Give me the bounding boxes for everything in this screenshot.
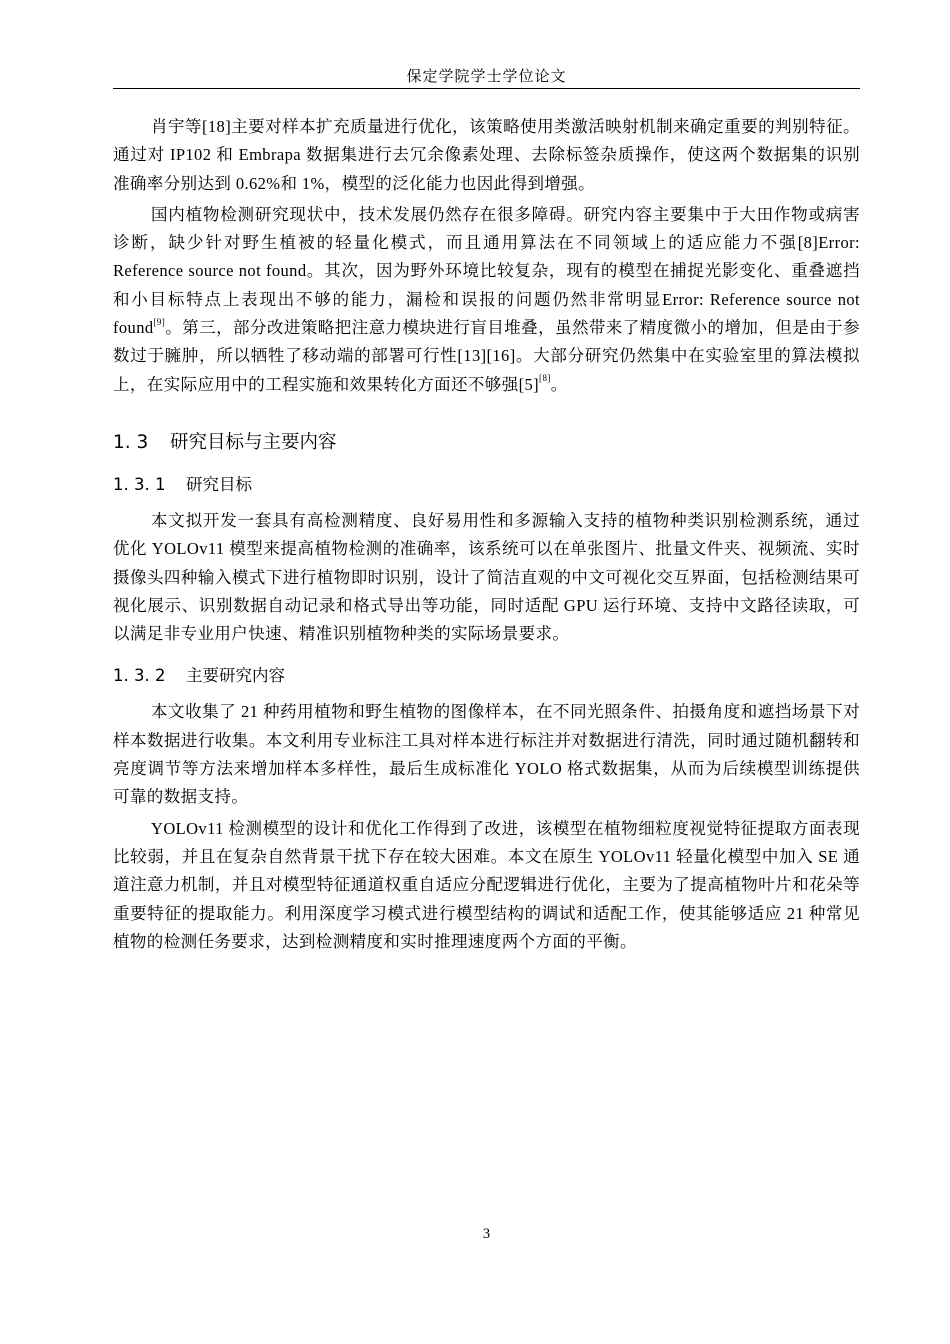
section-heading-1-3 [113, 429, 860, 457]
paragraph-5: YOLOv11 检测模型的设计和优化工作得到了改进，该模型在植物细粒度视觉特征提取方面表现比较弱，并且在复杂自然背景干扰下存在较大困难。本文在原生 YOLOv11 轻量化模型中加入 SE 通道注意力机制，并且对模型特征通道权重自适应分配逻辑进行优化，主要为了提高植物叶片和花朵等重要特征的提取能力。利用深度学习模式进行模型结构的调试和适配工作，使其能够适应 21 种常见植物的检测任务要求，达到检测精度和实时推理速度两个方面的平衡。 [113, 818, 860, 951]
citation-superscript: [9] [153, 316, 166, 327]
section-title: 研究目标与主要内容 [170, 431, 337, 453]
subsection-heading-1-3-1 [113, 471, 860, 499]
citation-superscript: [8] [539, 373, 551, 384]
paragraph-3: 本文拟开发一套具有高检测精度、良好易用性和多源输入支持的植物种类识别检测系统，通过优化 YOLOv11 模型来提高植物检测的准确率，该系统可以在单张图片、批量文件夹、视频流、实时摄像头四种输入模式下进行植物即时识别，设计了简洁直观的中文可视化交互界面，包括检测结果可视化展示、识别数据自动记录和格式导出等功能，同时适配 GPU 运行环境、支持中文路径读取，可以满足非专业用户快速、精准识别植物种类的实际场景要求。 [113, 510, 860, 644]
paragraph-1: 肖宇等[18]主要对样本扩充质量进行优化，该策略使用类激活映射机制来确定重要的判别特征。通过对 IP102 和 Embrapa 数据集进行去冗余像素处理、去除标签杂质操作，使这两个数据集的识别准确率分别达到 0.62%和 1%，模型的泛化能力也因此得到增强。 [113, 117, 860, 193]
running-header: 保定学院学士学位论文 [406, 67, 567, 85]
paragraph-2 [113, 201, 860, 399]
section-number: 1. 3 [113, 431, 149, 453]
page-body [113, 113, 860, 956]
paragraph-2-part-b: 。第三，部分改进策略把注意力模块进行盲目堆叠，虽然带来了精度微小的增加，但是由于参数过于臃肿，所以牺牲了移动端的部署可行性[13][16]。大部分研究仍然集中在实验室里的算法模拟上，在实际应用中的工程实施和效果转化方面还不够强[5] [113, 318, 860, 394]
subsection-number: 1. 3. 2 [113, 666, 166, 686]
subsection-number: 1. 3. 1 [113, 474, 166, 494]
subsection-title: 研究目标 [186, 474, 252, 494]
page-number: 3 [482, 1226, 491, 1242]
subsection-title: 主要研究内容 [186, 666, 285, 686]
paragraph-2-part-c: 。 [550, 374, 568, 394]
subsection-heading-1-3-2 [113, 662, 860, 690]
paragraph-2-part-a: 国内植物检测研究现状中，技术发展仍然存在很多障碍。研究内容主要集中于大田作物或病害诊断，缺少针对野生植被的轻量化模式，而且通用算法在不同领域上的适应能力不强[8]Error: Reference source not found。其次，因为野外环境比较复杂，现有的模型在捕捉光影变化、重叠遮挡和小目标特点上表现出不够的能力，漏检和误报的问题仍然非常明显Error: Reference source not found [113, 204, 860, 338]
paragraph-4: 本文收集了 21 种药用植物和野生植物的图像样本，在不同光照条件、拍摄角度和遮挡场景下对样本数据进行收集。本文利用专业标注工具对样本进行标注并对数据进行清洗，同时通过随机翻转和亮度调节等方法来增加样本多样性，最后生成标准化 YOLO 格式数据集，从而为后续模型训练提供可靠的数据支持。 [113, 702, 860, 807]
header-rule [113, 88, 860, 89]
